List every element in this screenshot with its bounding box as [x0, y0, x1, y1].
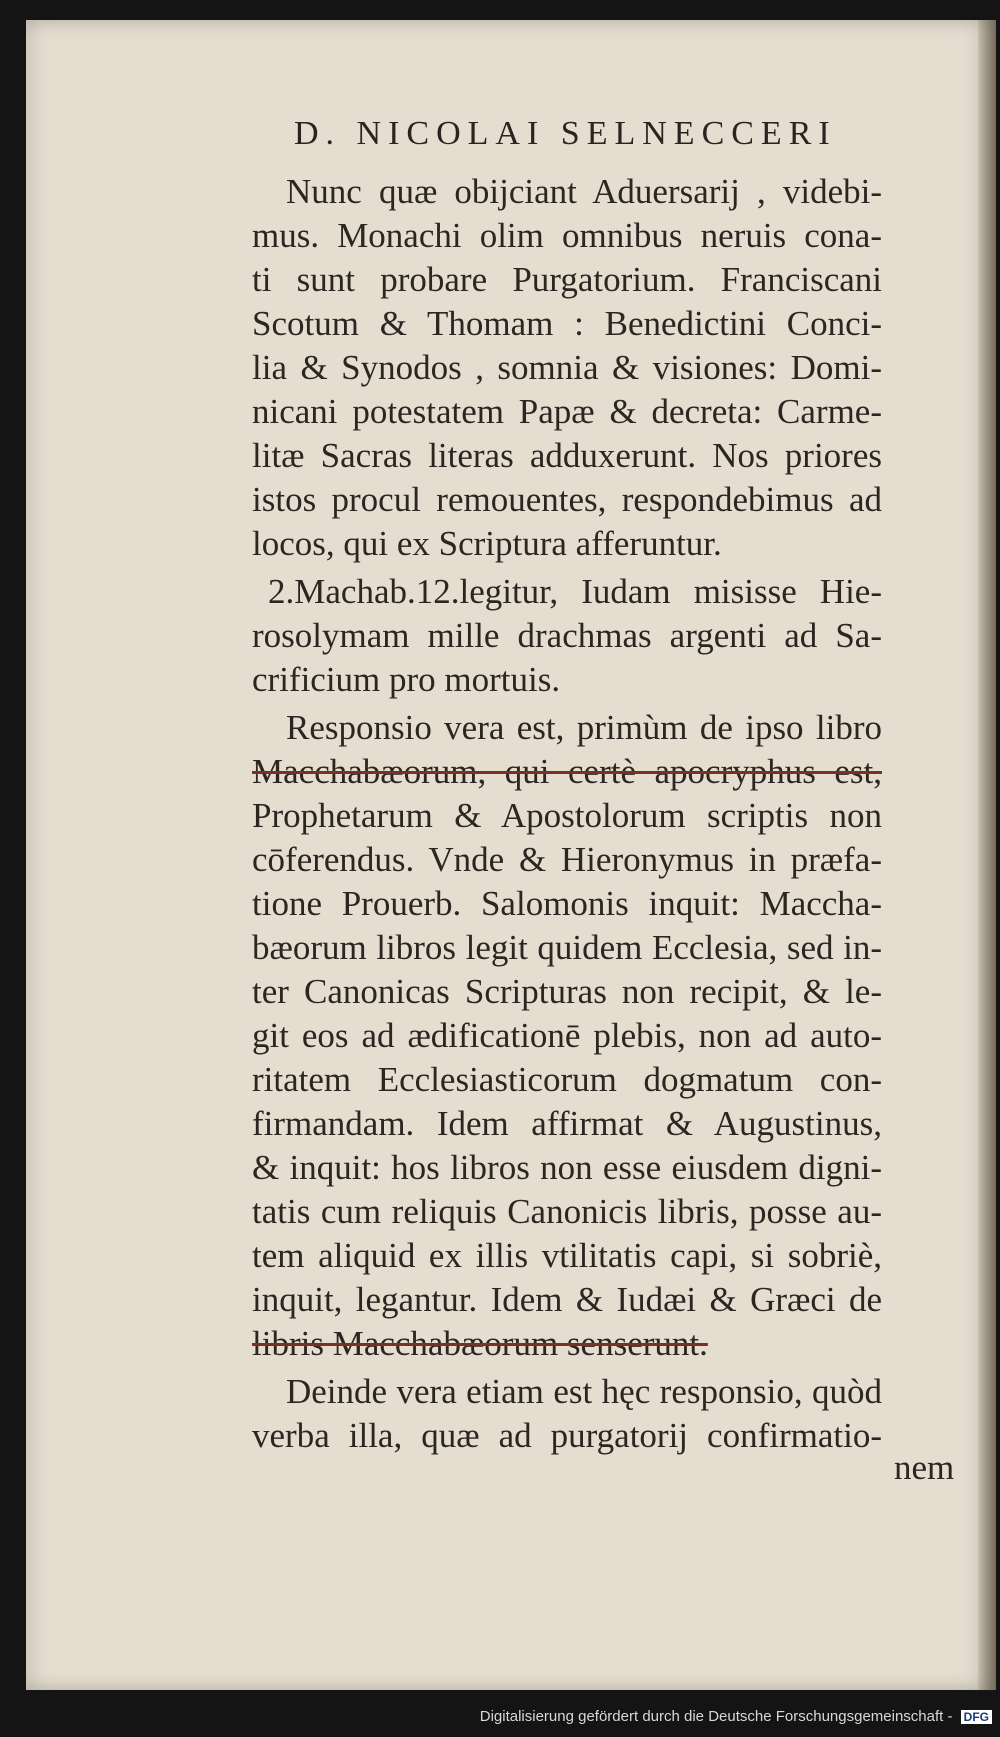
- text-line: Deinde vera etiam est hęc responsio, quòd: [286, 1372, 882, 1411]
- text-line: git eos ad ædificationē plebis, non ad auto-: [252, 1016, 882, 1055]
- footer-credit: Digitalisierung gefördert durch die Deutsche Forschungsgemeinschaft -: [479, 1708, 953, 1725]
- text-line: nicani potestatem Papæ & decreta: Carme-: [252, 392, 882, 431]
- text-line: inquit, legantur. Idem & Iudæi & Græci de: [252, 1280, 882, 1319]
- text-line: cōferendus. Vnde & Hieronymus in præfa-: [252, 840, 882, 879]
- text-line: firmandam. Idem affirmat & Augustinus,: [252, 1104, 882, 1143]
- text-line: tem aliquid ex illis vtilitatis capi, si sobriè,: [252, 1236, 882, 1275]
- running-header: D. NICOLAI SELNECCERI: [294, 115, 837, 152]
- text-line: ter Canonicas Scripturas non recipit, & le-: [252, 972, 882, 1011]
- text-line: mus. Monachi olim omnibus neruis cona-: [252, 216, 882, 255]
- text-line: crificium pro mortuis.: [252, 660, 561, 699]
- text-line: Nunc quæ obijciant Aduersarij , videbi-: [286, 172, 882, 211]
- text-line: tione Prouerb. Salomonis inquit: Maccha-: [252, 884, 882, 923]
- text-line: Prophetarum & Apostolorum scriptis non: [252, 796, 882, 835]
- book-page: [26, 20, 996, 1690]
- text-line-underlined: Macchabæorum, qui certè apocryphus est,: [252, 752, 882, 791]
- text-line: 2.Machab.12.legitur, Iudam misisse Hie-: [268, 572, 882, 611]
- text-line: lia & Synodos , somnia & visiones: Domi-: [252, 348, 882, 387]
- text-line: bæorum libros legit quidem Ecclesia, sed in-: [252, 928, 882, 967]
- text-line: istos procul remouentes, respondebimus ad: [252, 480, 882, 519]
- text-line: litæ Sacras literas adduxerunt. Nos priores: [252, 436, 882, 475]
- text-line: ritatem Ecclesiasticorum dogmatum con-: [252, 1060, 882, 1099]
- text-line: & inquit: hos libros non esse eiusdem digni-: [252, 1148, 882, 1187]
- text-line-underlined: Responsio vera est, primùm de ipso libro: [286, 708, 882, 747]
- catchword: nem: [894, 1448, 955, 1487]
- dfg-logo: DFG: [961, 1710, 992, 1724]
- text-line: verba illa, quæ ad purgatorij confirmatio-: [252, 1416, 882, 1455]
- text-line-underlined: libris Macchabæorum senserunt.: [252, 1324, 708, 1363]
- text-line: locos, qui ex Scriptura afferuntur.: [252, 524, 722, 563]
- text-line: Scotum & Thomam : Benedictini Conci-: [252, 304, 882, 343]
- digitization-footer: [0, 1708, 992, 1725]
- text-line: ti sunt probare Purgatorium. Franciscani: [252, 260, 882, 299]
- text-line: tatis cum reliquis Canonicis libris, posse au-: [252, 1192, 882, 1231]
- page-edge-shadow: [978, 20, 996, 1690]
- text-line: rosolymam mille drachmas argenti ad Sa-: [252, 616, 882, 655]
